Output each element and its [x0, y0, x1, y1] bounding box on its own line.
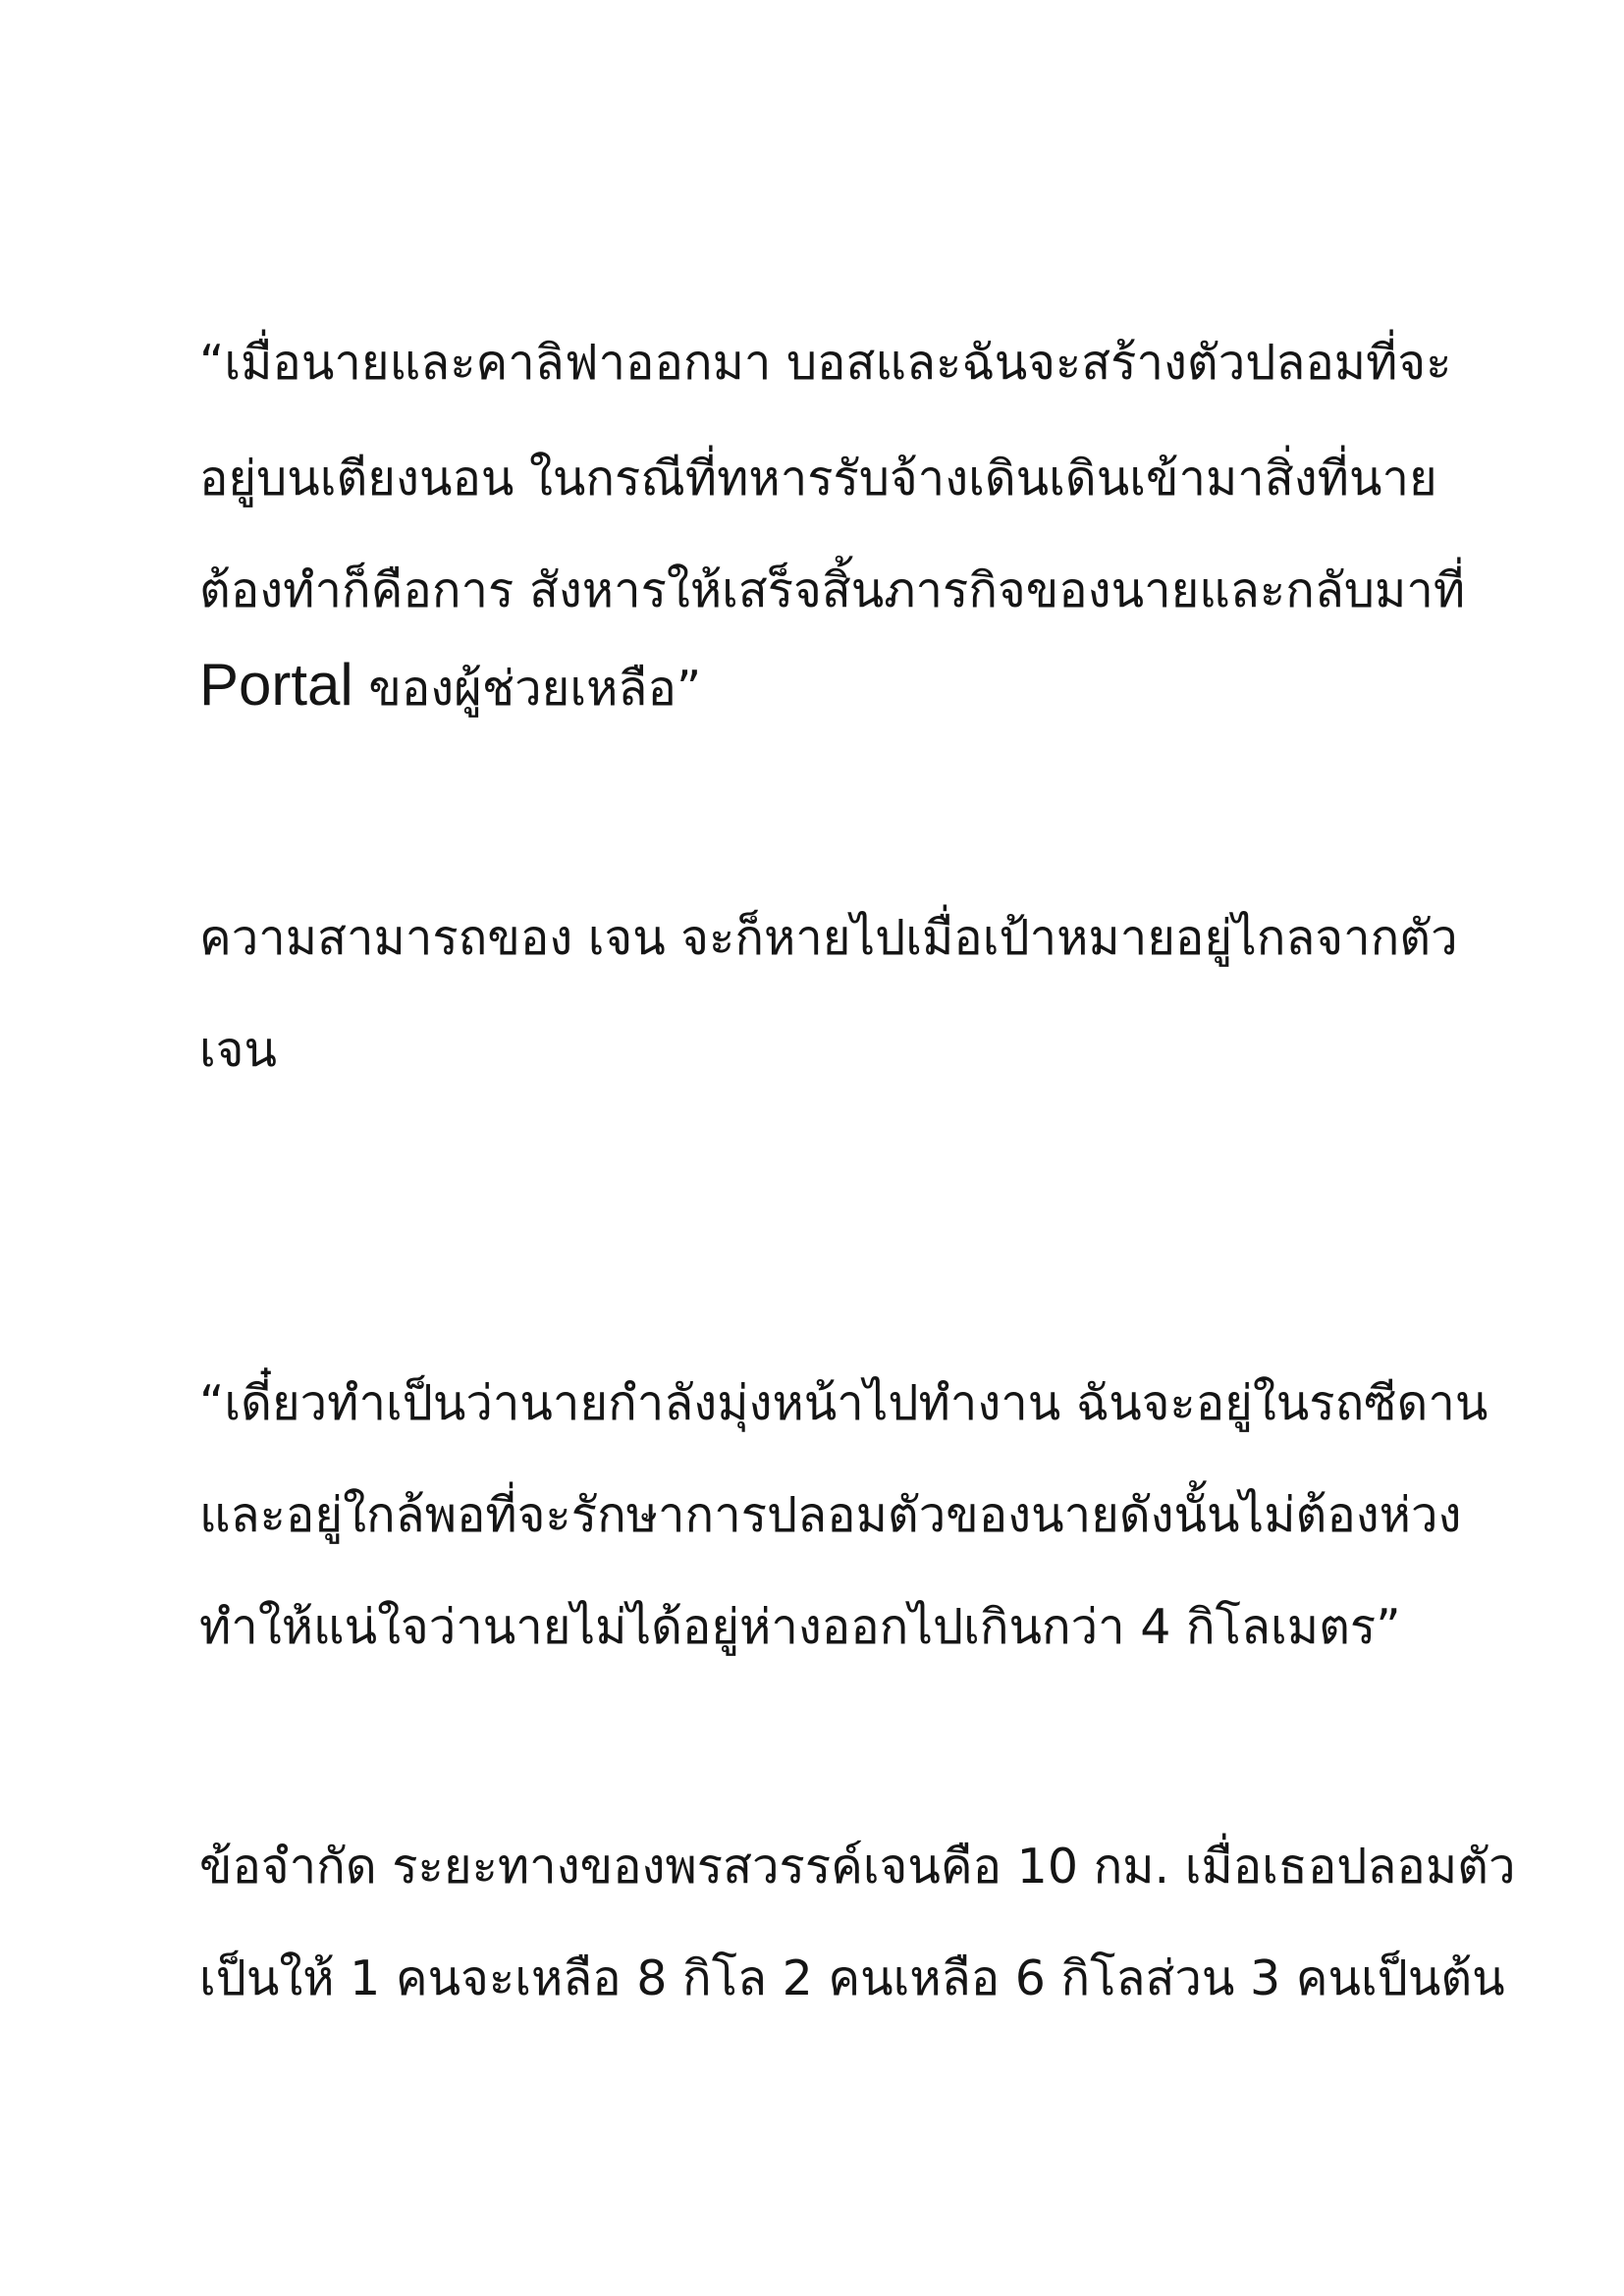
- paragraph-3-line-1: “เดี๋ยวทำเป็นว่านายกำลังมุ่งหน้าไปทำงาน ฉันจะอยู่ในรถซีดาน: [199, 1375, 1489, 1431]
- paragraph-3-line-2: และอยู่ใกล้พอที่จะรักษาการปลอมตัวของนายดังนั้นไม่ต้องห่วง: [199, 1487, 1462, 1543]
- paragraph-3-line-3: ทำให้แน่ใจว่านายไม่ได้อยู่ห่างออกไปเกินกว่า 4 กิโลเมตร”: [199, 1599, 1401, 1655]
- paragraph-1-line-4: [199, 652, 702, 719]
- paragraph-2-line-1: ความสามารถของ เจน จะก็หายไปเมื่อเป้าหมายอยู่ไกลจากตัว: [199, 910, 1458, 966]
- paragraph-2-line-2: เจน: [199, 1022, 277, 1078]
- paragraph-1-line-3: ต้องทำก็คือการ สังหารให้เสร็จสิ้นภารกิจของนายและกลับมาที่: [199, 562, 1466, 618]
- paragraph-4-line-1: ข้อจำกัด ระยะทางของพรสวรรค์เจนคือ 10 กม. เมื่อเธอปลอมตัว: [199, 1839, 1516, 1895]
- paragraph-4-line-2: เป็นให้ 1 คนจะเหลือ 8 กิโล 2 คนเหลือ 6 กิโลส่วน 3 คนเป็นต้น: [199, 1950, 1505, 2006]
- paragraph-1-line-1: “เมื่อนายและคาลิฟาออกมา บอสและฉันจะสร้างตัวปลอมที่จะ: [199, 335, 1452, 391]
- portal-word: Portal: [199, 652, 353, 718]
- paragraph-1-line-2: อยู่บนเตียงนอน ในกรณีที่ทหารรับจ้างเดินเดินเข้ามาสิ่งที่นาย: [199, 451, 1437, 507]
- paragraph-1-line-4-thai: ของผู้ช่วยเหลือ”: [352, 661, 702, 717]
